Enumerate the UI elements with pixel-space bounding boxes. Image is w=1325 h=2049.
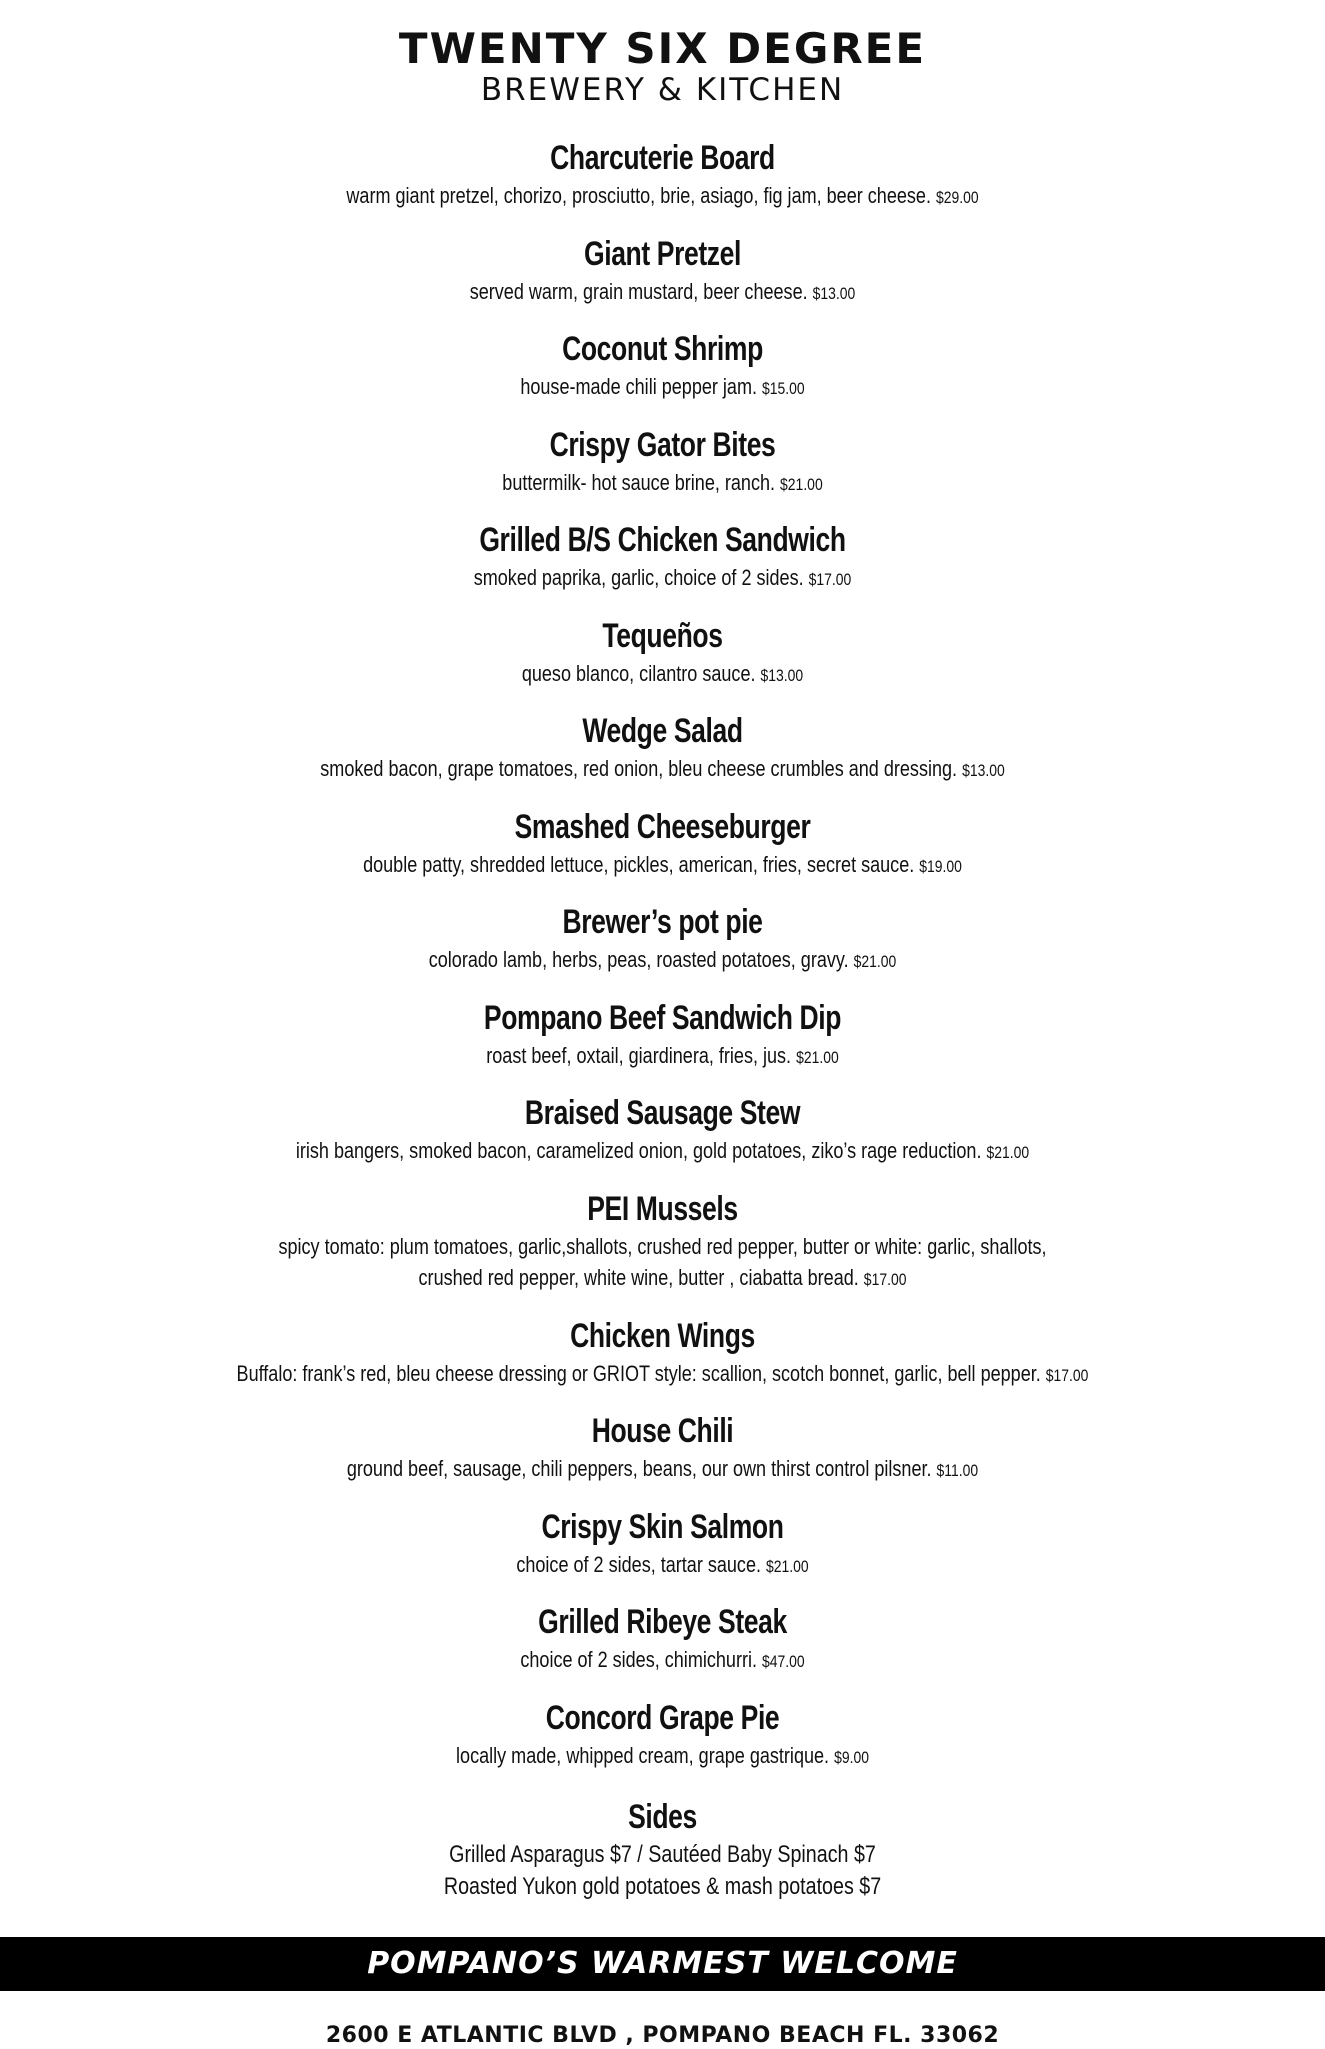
sides-title: Sides [628,1798,697,1836]
item-name: Pompano Beef Sandwich Dip [483,998,842,1037]
item-description: buttermilk- hot sauce brine, ranch. $21.00 [502,469,823,495]
welcome-banner [0,1937,1325,1991]
item-price: $11.00 [936,1461,979,1480]
menu-item [0,518,1325,614]
menu-item [0,805,1325,901]
menu-item [0,1600,1325,1696]
item-description: queso blanco, cilantro sauce. $13.00 [521,660,804,686]
item-name: Wedge Salad [582,712,743,750]
item-description: roast beef, oxtail, giardinera, fries, jus. $21.00 [486,1042,839,1068]
item-price: $21.00 [780,474,823,494]
banner-text: POMPANO’S WARMEST WELCOME [367,1946,958,1981]
item-description-continued: crushed red pepper, white wine, butter , ciabatta bread. $17.00 [418,1264,907,1290]
item-description: served warm, grain mustard, beer cheese. $13.00 [469,278,856,304]
menu-item [0,1187,1325,1314]
item-name: Tequeños [602,616,723,655]
item-name: Crispy Skin Salmon [541,1507,784,1546]
item-name: Grilled B/S Chicken Sandwich [479,521,846,559]
item-description: house-made chili pepper jam. $15.00 [520,374,805,399]
item-description: choice of 2 sides, tartar sauce. $21.00 [516,1551,809,1577]
item-description: Buffalo: frank’s red, bleu cheese dressing or GRIOT style: scallion, scotch bonnet, garlic, bell pepper. $17.00 [236,1360,1089,1386]
menu-item [0,614,1325,710]
item-price: $21.00 [853,952,897,971]
item-price: $19.00 [919,856,962,876]
menu-item [0,900,1325,996]
menu-item [0,1505,1325,1601]
item-name: Smashed Cheeseburger [514,807,811,846]
restaurant-name: TWENTY SIX DEGREE [398,24,927,73]
item-price: $47.00 [762,1652,805,1671]
item-name: Concord Grape Pie [545,1698,780,1737]
item-description: choice of 2 sides, chimichurri. $47.00 [520,1647,805,1672]
item-name: House Chili [591,1412,734,1450]
menu-item [0,1314,1325,1410]
item-name: Charcuterie Board [550,139,775,177]
sides-line: Roasted Yukon gold potatoes & mash potatoes $7 [443,1873,882,1900]
menu-item [0,1091,1325,1187]
menu-item [0,136,1325,232]
item-price: $21.00 [796,1047,839,1067]
menu-item [0,232,1325,328]
item-price: $29.00 [935,188,979,207]
item-price: $17.00 [863,1269,907,1289]
item-name: Braised Sausage Stew [524,1094,801,1132]
item-description: smoked bacon, grape tomatoes, red onion, bleu cheese crumbles and dressing. $13.00 [320,756,1005,781]
item-price: $21.00 [986,1143,1030,1162]
item-price: $15.00 [762,379,805,398]
menu-item [0,996,1325,1092]
address: 2600 E ATLANTIC BLVD , POMPANO BEACH FL. 33062 [325,2023,1000,2048]
item-price: $13.00 [962,761,1005,780]
item-name: Crispy Gator Bites [549,425,776,464]
item-name: Grilled Ribeye Steak [538,1603,787,1641]
menu-item [0,1696,1325,1792]
item-price: $17.00 [808,570,852,589]
menu-item [0,327,1325,423]
sides-line: Grilled Asparagus $7 / Sautéed Baby Spinach $7 [449,1841,876,1868]
item-price: $21.00 [766,1556,809,1576]
item-name: Chicken Wings [570,1316,755,1355]
menu-item [0,709,1325,805]
item-description: colorado lamb, herbs, peas, roasted potatoes, gravy. $21.00 [428,947,897,972]
item-price: $17.00 [1045,1365,1089,1385]
menu-item [0,1409,1325,1505]
item-description: warm giant pretzel, chorizo, prosciutto, brie, asiago, fig jam, beer cheese. $29.00 [346,183,979,208]
item-description: double patty, shredded lettuce, pickles, american, fries, secret sauce. $19.00 [363,851,962,877]
item-name: Brewer’s pot pie [562,903,763,941]
item-name: Giant Pretzel [583,234,742,273]
item-description: locally made, whipped cream, grape gastrique. $9.00 [456,1742,869,1768]
item-price: $13.00 [812,283,856,303]
sides-section [0,1795,1325,1900]
item-description: irish bangers, smoked bacon, caramelized onion, gold potatoes, ziko’s rage reduction. $21.00 [295,1138,1030,1163]
menu-item [0,423,1325,519]
item-name: Coconut Shrimp [562,330,763,368]
item-description: ground beef, sausage, chili peppers, beans, our own thirst control pilsner. $11.00 [346,1456,979,1481]
menu-list [0,136,1325,1900]
item-price: $13.00 [760,665,804,685]
item-description: smoked paprika, garlic, choice of 2 sides. $17.00 [473,565,852,590]
restaurant-header [0,24,1325,108]
restaurant-subtitle: BREWERY & KITCHEN [480,72,845,108]
item-description: spicy tomato: plum tomatoes, garlic,shallots, crushed red pepper, butter or white: garlic, shallots, [278,1233,1047,1259]
item-price: $9.00 [834,1747,869,1767]
item-name: PEI Mussels [587,1189,738,1228]
